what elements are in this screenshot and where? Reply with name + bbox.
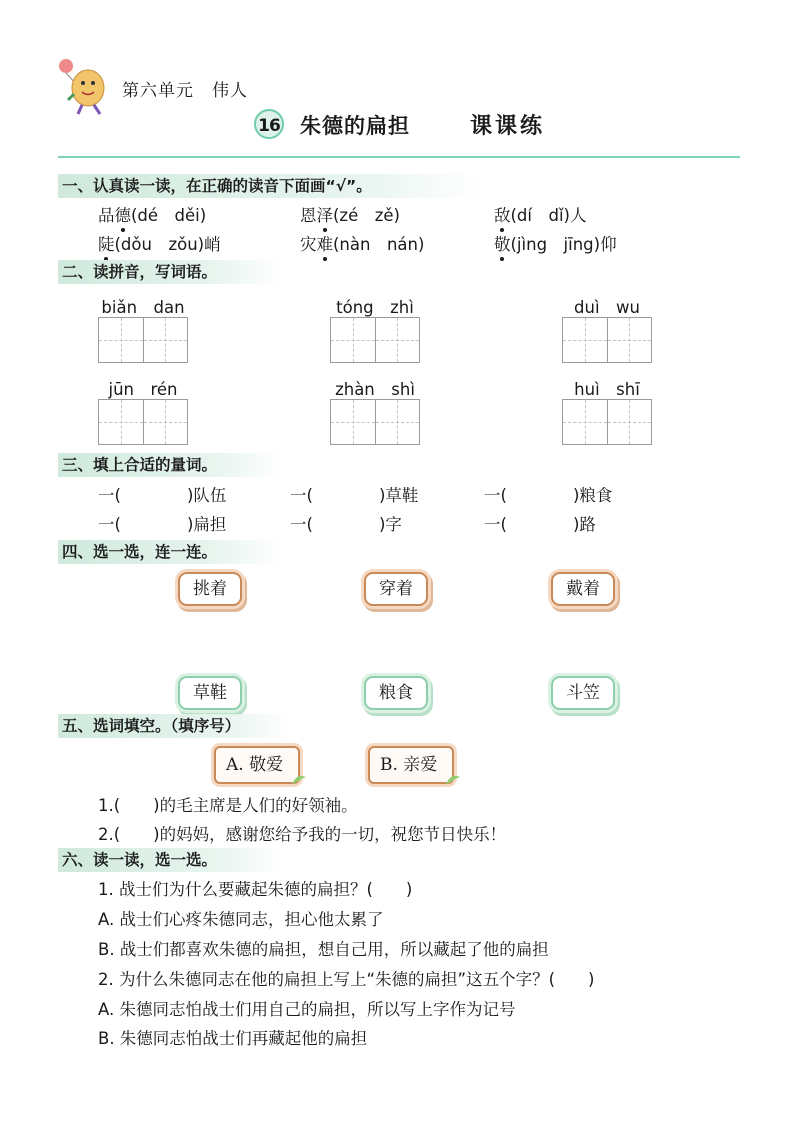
writing-grid[interactable] [330, 399, 420, 445]
unit-title: 第六单元 伟人 [122, 81, 248, 101]
option-card-b[interactable]: B. 亲爱 [368, 746, 454, 784]
verb-card[interactable]: 穿着 [364, 572, 428, 606]
noun-card[interactable]: 草鞋 [178, 676, 242, 710]
marked-character: 泽 [317, 202, 334, 226]
reading-question: 2. 为什么朱德同志在他的扁担上写上“朱德的扁担”这五个字？( ) [98, 970, 595, 989]
pinyin-label: biǎn dan [101, 298, 185, 317]
marked-character: 德 [115, 202, 132, 226]
section-1-title: 一、认真读一读，在正确的读音下面画“√”。 [58, 174, 482, 198]
practice-label: 课课练 [470, 114, 546, 139]
writing-grid[interactable] [98, 399, 188, 445]
pinyin-label: jūn rén [108, 380, 178, 399]
leaf-icon [290, 772, 308, 791]
measure-word-item: 一( )路 [484, 515, 596, 534]
pronunciation-item: 敬(jìng jīng)仰 [494, 231, 617, 255]
section-3-title: 三、填上合适的量词。 [58, 453, 282, 477]
verb-card[interactable]: 挑着 [178, 572, 242, 606]
pinyin-label: huì shī [574, 380, 640, 399]
fill-blank-question: 1.( )的毛主席是人们的好领袖。 [98, 796, 358, 815]
pronunciation-item: 品德(dé děi) [98, 202, 206, 226]
section-4-title: 四、选一选，连一连。 [58, 540, 282, 564]
pinyin-label: tóng zhì [336, 298, 414, 317]
lesson-title: 朱德的扁担 [300, 114, 410, 138]
measure-word-item: 一( )粮食 [484, 486, 613, 505]
writing-grid[interactable] [562, 399, 652, 445]
marked-character: 敌 [494, 202, 511, 226]
writing-grid[interactable] [98, 317, 188, 363]
lesson-number-badge: 16 [254, 109, 284, 139]
noun-card[interactable]: 粮食 [364, 676, 428, 710]
noun-card[interactable]: 斗笠 [551, 676, 615, 710]
pronunciation-item: 灾难(nàn nán) [300, 231, 424, 255]
verb-card[interactable]: 戴着 [551, 572, 615, 606]
pinyin-label: zhàn shì [335, 380, 415, 399]
marked-character: 敬 [494, 231, 511, 255]
measure-word-item: 一( )字 [290, 515, 402, 534]
measure-word-item: 一( )草鞋 [290, 486, 419, 505]
answer-option: B. 战士们都喜欢朱德的扁担，想自己用，所以藏起了他的扁担 [98, 940, 549, 959]
fill-blank-question: 2.( )的妈妈，感谢您给予我的一切，祝您节日快乐！ [98, 825, 507, 844]
measure-word-item: 一( )队伍 [98, 486, 227, 505]
measure-word-item: 一( )扁担 [98, 515, 227, 534]
pronunciation-item: 恩泽(zé zě) [300, 202, 400, 226]
header-divider [58, 156, 740, 158]
writing-grid[interactable] [562, 317, 652, 363]
answer-option: B. 朱德同志怕战士们再藏起他的扁担 [98, 1029, 368, 1048]
section-6-title: 六、读一读，选一选。 [58, 848, 282, 872]
marked-character: 难 [317, 231, 334, 255]
pronunciation-item: 陡(dǒu zǒu)峭 [98, 231, 221, 255]
answer-option: A. 朱德同志怕战士们用自己的扁担，所以写上字作为记号 [98, 1000, 516, 1019]
option-card-a[interactable]: A. 敬爱 [214, 746, 300, 784]
pronunciation-item: 敌(dí dǐ)人 [494, 202, 587, 226]
reading-question: 1. 战士们为什么要藏起朱德的扁担？( ) [98, 880, 413, 899]
mascot-illustration [56, 56, 112, 116]
writing-grid[interactable] [330, 317, 420, 363]
section-2-title: 二、读拼音，写词语。 [58, 260, 282, 284]
answer-option: A. 战士们心疼朱德同志，担心他太累了 [98, 910, 384, 929]
leaf-icon [444, 772, 462, 791]
pinyin-label: duì wu [574, 298, 640, 317]
marked-character: 陡 [98, 231, 115, 255]
section-5-title: 五、选词填空。（填序号） [58, 714, 292, 738]
